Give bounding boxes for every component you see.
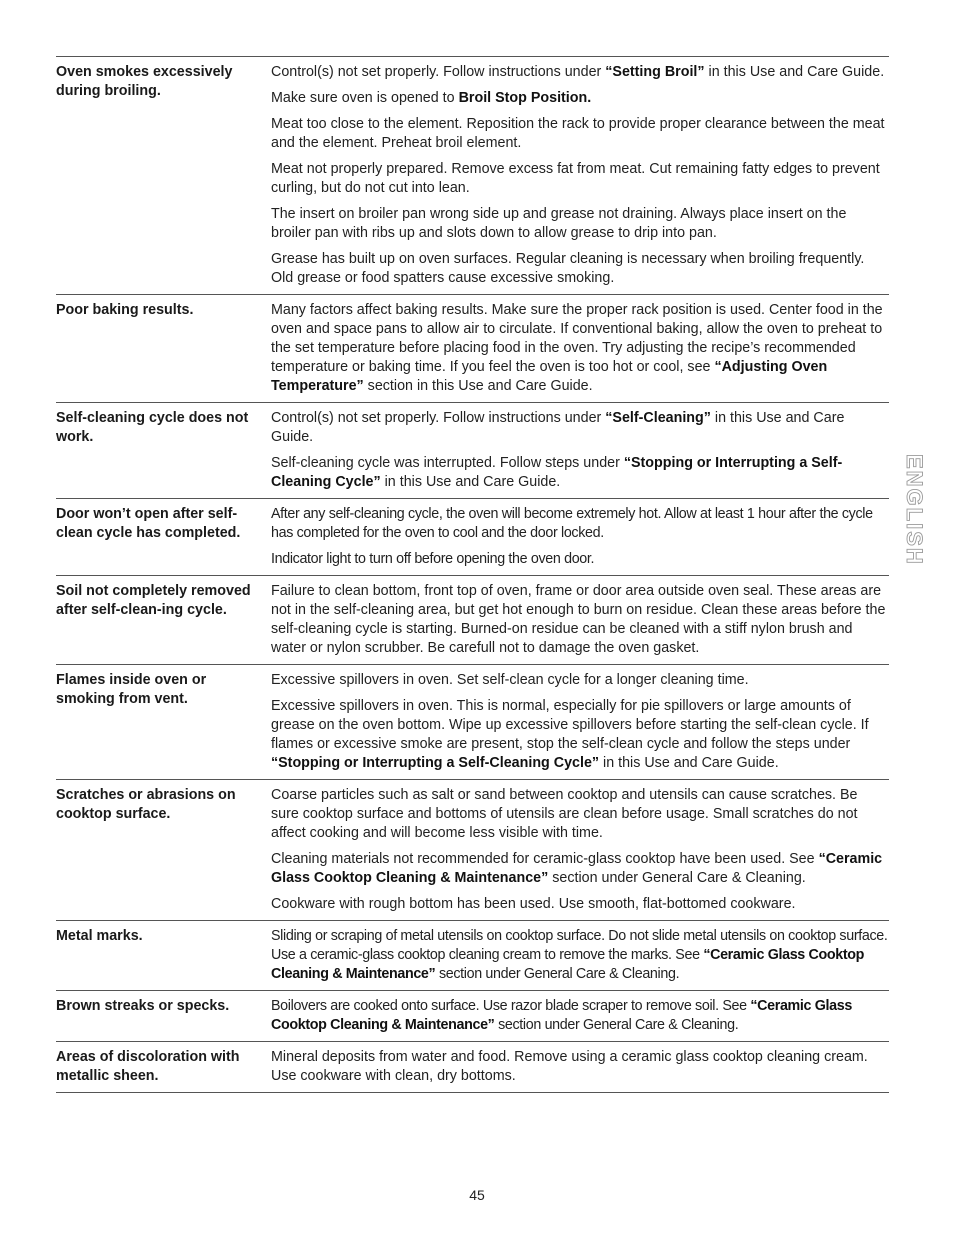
- solution-list: [271, 409, 889, 492]
- problem-label: Oven smokes excessively during broiling.: [56, 64, 233, 99]
- solution-list: [271, 927, 889, 984]
- solution-text: Cookware with rough bottom has been used. Use smooth, flat-bottomed cookware.: [271, 896, 796, 912]
- page-number: 45: [469, 1187, 485, 1203]
- solution-text: Boilovers are cooked onto surface. Use razor blade scraper to remove soil. See: [271, 998, 751, 1014]
- solution-text: Failure to clean bottom, front top of oven, frame or door area outside oven seal. These areas are not in the self-cleaning area, but get hot enough to burn on residue. Clean these areas before the self-cleaning cycle is starting. Burned-on residue can be cleaned with a stiff nylon brush and water or nylon scrubber. Be carefull not to damage the oven gasket.: [271, 583, 886, 656]
- solution-paragraph: [271, 671, 889, 690]
- solution-paragraph: [271, 89, 889, 108]
- solution-list: [271, 63, 889, 288]
- solution-reference: Broil Stop Position.: [458, 90, 592, 106]
- solution-list: [271, 301, 889, 396]
- problem-label: Metal marks.: [56, 928, 143, 944]
- solution-list: [271, 1048, 889, 1086]
- table-row: [56, 576, 889, 665]
- solution-paragraph: [271, 786, 889, 843]
- table-row: [56, 921, 889, 991]
- side-label-text: ENGLISH: [902, 454, 927, 566]
- solution-text: in this Use and Care Guide.: [380, 474, 561, 490]
- solution-paragraph: [271, 205, 889, 243]
- problem-label: Scratches or abrasions on cooktop surface.: [56, 787, 236, 822]
- solution-text: Sliding or scraping of metal utensils on cooktop surface. Do not slide metal utensils on cooktop surface. Use a ceramic-glass cooktop cleaning cream to remove the marks. See: [271, 928, 888, 963]
- solution-paragraph: [271, 850, 889, 888]
- solution-reference: “Ceramic Glass Cooktop Cleaning & Maintenance”: [271, 998, 852, 1033]
- solution-text: Meat too close to the element. Reposition the rack to provide proper clearance between the meat and the element. Preheat broil element.: [271, 116, 885, 151]
- solution-paragraph: [271, 301, 889, 396]
- solution-paragraph: [271, 115, 889, 153]
- problem-label: Poor baking results.: [56, 302, 194, 318]
- side-language-label-graphic: [899, 452, 927, 570]
- solution-text: in this Use and Care Guide.: [704, 64, 885, 80]
- table-row: [56, 991, 889, 1042]
- solution-text: Mineral deposits from water and food. Remove using a ceramic glass cooktop cleaning cream. Use cookware with clean, dry bottoms.: [271, 1049, 868, 1084]
- table-row: [56, 780, 889, 921]
- solution-paragraph: [271, 697, 889, 773]
- solution-text: section under General Care & Cleaning.: [494, 1017, 739, 1033]
- table-row: [56, 499, 889, 576]
- problem-label: Door won’t open after self-clean cycle has completed.: [56, 506, 241, 541]
- solution-paragraph: [271, 1048, 889, 1086]
- solution-reference: “Ceramic Glass Cooktop Cleaning & Maintenance”: [271, 947, 865, 982]
- table-row: [56, 57, 889, 295]
- side-language-label: [899, 452, 927, 570]
- table-row: [56, 665, 889, 780]
- solution-paragraph: [271, 550, 889, 569]
- solution-paragraph: [271, 160, 889, 198]
- problem-label: Flames inside oven or smoking from vent.: [56, 672, 207, 707]
- problem-label: Areas of discoloration with metallic sheen.: [56, 1049, 240, 1084]
- solution-paragraph: [271, 895, 889, 914]
- solution-text: Meat not properly prepared. Remove excess fat from meat. Cut remaining fatty edges to prevent curling, but do not cut into lean.: [271, 161, 880, 196]
- solution-text: Many factors affect baking results. Make sure the proper rack position is used. Center food in the oven and space pans to allow air to circulate. If conventional baking, allow the oven to preheat to the set temperature before placing food in the oven. Try adjusting the recipe’s recommended temperature or baking time. If you feel the oven is too hot or cool, see: [271, 302, 883, 375]
- solution-text: After any self-cleaning cycle, the oven will become extremely hot. Allow at least 1 hour after the cycle has completed for the oven to cool and the door locked.: [271, 506, 873, 541]
- solution-text: section under General Care & Cleaning.: [548, 870, 806, 886]
- solution-text: Self-cleaning cycle was interrupted. Follow steps under: [271, 455, 624, 471]
- solution-text: The insert on broiler pan wrong side up and grease not draining. Always place insert on the broiler pan with ribs up and slots down to allow grease to drip into pan.: [271, 206, 847, 241]
- solution-paragraph: [271, 582, 889, 658]
- solution-text: Cleaning materials not recommended for ceramic-glass cooktop have been used. See: [271, 851, 819, 867]
- solution-list: [271, 671, 889, 773]
- solution-paragraph: [271, 63, 889, 82]
- solution-reference: “Adjusting Oven Temperature”: [271, 359, 828, 394]
- solution-text: section under General Care & Cleaning.: [435, 966, 680, 982]
- solution-text: Control(s) not set properly. Follow instructions under: [271, 64, 606, 80]
- solution-text: Control(s) not set properly. Follow instructions under: [271, 410, 606, 426]
- solution-paragraph: [271, 997, 889, 1035]
- troubleshooting-table: [56, 56, 889, 1093]
- solution-reference: “Ceramic Glass Cooktop Cleaning & Maintenance”: [271, 851, 883, 886]
- table-row: [56, 403, 889, 499]
- solution-text: Coarse particles such as salt or sand between cooktop and utensils can cause scratches. Be sure cooktop surface and bottoms of utensils are clean before usage. Small scratches do not affect cooking and will become less visible with time.: [271, 787, 858, 841]
- solution-text: Excessive spillovers in oven. This is normal, especially for pie spillovers or large amounts of grease on the oven bottom. Wipe up excessive spillovers before starting the self-clean cycle. If flames or excessive smoke are present, stop the self-clean cycle and follow the steps under: [271, 698, 869, 752]
- solution-list: [271, 786, 889, 914]
- solution-list: [271, 997, 889, 1035]
- solution-text: section in this Use and Care Guide.: [363, 378, 593, 394]
- solution-paragraph: [271, 409, 889, 447]
- problem-label: Soil not completely removed after self-clean-ing cycle.: [56, 583, 251, 618]
- solution-text: Indicator light to turn off before opening the oven door.: [271, 551, 595, 567]
- solution-reference: “Self-Cleaning”: [605, 410, 711, 426]
- problem-label: Brown streaks or specks.: [56, 998, 230, 1014]
- solution-text: in this Use and Care Guide.: [599, 755, 779, 771]
- solution-paragraph: [271, 250, 889, 288]
- solution-text: in this Use and Care Guide.: [271, 410, 845, 445]
- solution-reference: “Stopping or Interrupting a Self-Cleaning Cycle”: [271, 755, 600, 771]
- solution-list: [271, 582, 889, 658]
- solution-paragraph: [271, 927, 889, 984]
- solution-text: Grease has built up on oven surfaces. Regular cleaning is necessary when broiling frequently. Old grease or food spatters cause excessive smoking.: [271, 251, 865, 286]
- table-row: [56, 1042, 889, 1093]
- solution-list: [271, 505, 889, 569]
- solution-text: Make sure oven is opened to: [271, 90, 459, 106]
- solution-reference: “Stopping or Interrupting a Self-Cleaning Cycle”: [271, 455, 843, 490]
- solution-reference: “Setting Broil”: [605, 64, 705, 80]
- table-row: [56, 295, 889, 403]
- solution-paragraph: [271, 454, 889, 492]
- solution-text: Excessive spillovers in oven. Set self-clean cycle for a longer cleaning time.: [271, 672, 749, 688]
- problem-label: Self-cleaning cycle does not work.: [56, 410, 249, 445]
- solution-paragraph: [271, 505, 889, 543]
